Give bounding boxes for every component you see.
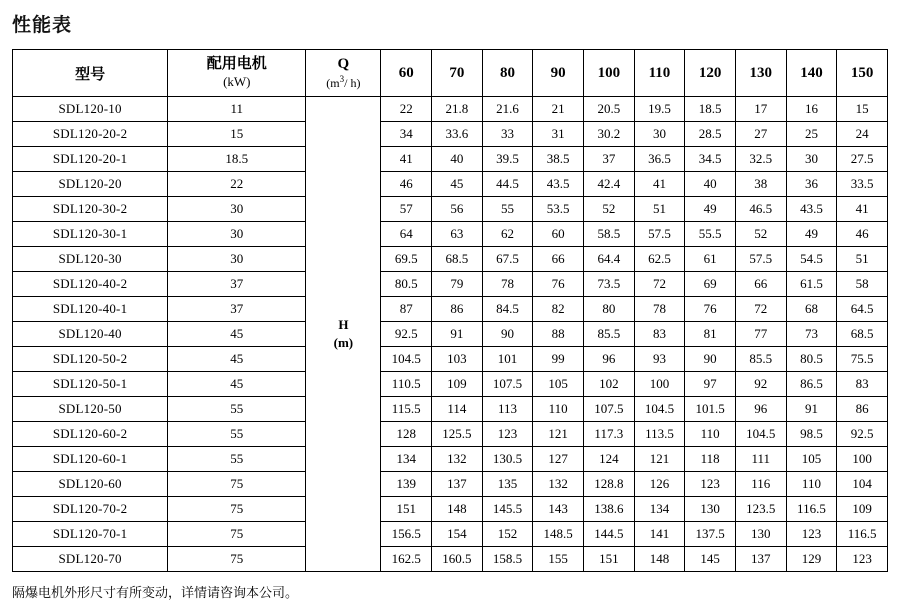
cell-head-value: 162.5 — [381, 547, 432, 572]
cell-head-value: 105 — [786, 447, 837, 472]
cell-motor-power: 30 — [168, 247, 306, 272]
cell-head-value: 93 — [634, 347, 685, 372]
cell-head-value: 91 — [432, 322, 483, 347]
cell-head-value: 78 — [634, 297, 685, 322]
cell-head-value: 110 — [685, 422, 736, 447]
cell-head-value: 43.5 — [533, 172, 584, 197]
cell-head-value: 101 — [482, 347, 533, 372]
cell-model: SDL120-50-1 — [13, 372, 168, 397]
cell-head-value: 123 — [482, 422, 533, 447]
cell-head-value: 139 — [381, 472, 432, 497]
cell-head-value: 113.5 — [634, 422, 685, 447]
cell-head-value: 64.5 — [837, 297, 888, 322]
cell-head-value: 68 — [786, 297, 837, 322]
cell-head-value: 49 — [685, 197, 736, 222]
cell-head-value: 111 — [735, 447, 786, 472]
header-flow-120: 120 — [685, 50, 736, 97]
cell-motor-power: 55 — [168, 447, 306, 472]
table-row — [13, 172, 888, 197]
cell-head-value: 67.5 — [482, 247, 533, 272]
table-row — [13, 522, 888, 547]
cell-head-value: 156.5 — [381, 522, 432, 547]
cell-head-value: 92 — [735, 372, 786, 397]
table-row — [13, 472, 888, 497]
cell-model: SDL120-40-2 — [13, 272, 168, 297]
cell-head-value: 27.5 — [837, 147, 888, 172]
table-row — [13, 97, 888, 122]
cell-model: SDL120-70-2 — [13, 497, 168, 522]
cell-model: SDL120-60-1 — [13, 447, 168, 472]
cell-head-value: 152 — [482, 522, 533, 547]
cell-head-value: 58 — [837, 272, 888, 297]
cell-head-value: 46 — [837, 222, 888, 247]
cell-head-value: 21.8 — [432, 97, 483, 122]
table-row — [13, 197, 888, 222]
cell-head-value: 30 — [786, 147, 837, 172]
cell-head-value: 55.5 — [685, 222, 736, 247]
cell-head-value: 86.5 — [786, 372, 837, 397]
cell-head-value: 90 — [685, 347, 736, 372]
performance-table — [12, 49, 888, 572]
cell-head-value: 56 — [432, 197, 483, 222]
cell-head-value: 64 — [381, 222, 432, 247]
performance-table-container — [12, 49, 888, 572]
cell-head-value: 49 — [786, 222, 837, 247]
cell-head-value: 141 — [634, 522, 685, 547]
cell-motor-power: 75 — [168, 547, 306, 572]
cell-head-value: 30 — [634, 122, 685, 147]
cell-head-value: 126 — [634, 472, 685, 497]
cell-head-value: 54.5 — [786, 247, 837, 272]
cell-head-value: 21 — [533, 97, 584, 122]
cell-head-value: 135 — [482, 472, 533, 497]
cell-head-value: 124 — [583, 447, 634, 472]
cell-model: SDL120-70 — [13, 547, 168, 572]
cell-head-value: 68.5 — [432, 247, 483, 272]
cell-head-value: 69 — [685, 272, 736, 297]
cell-model: SDL120-60-2 — [13, 422, 168, 447]
cell-motor-power: 11 — [168, 97, 306, 122]
cell-head-value: 27 — [735, 122, 786, 147]
cell-head-value: 103 — [432, 347, 483, 372]
cell-head-value: 80 — [583, 297, 634, 322]
cell-head-value: 84.5 — [482, 297, 533, 322]
cell-head-value: 62.5 — [634, 247, 685, 272]
cell-head-value: 145.5 — [482, 497, 533, 522]
cell-head-value: 148 — [432, 497, 483, 522]
cell-model: SDL120-30-2 — [13, 197, 168, 222]
table-row — [13, 397, 888, 422]
cell-head-value: 137.5 — [685, 522, 736, 547]
cell-head-value: 127 — [533, 447, 584, 472]
cell-head-value: 52 — [735, 222, 786, 247]
cell-head-value: 104.5 — [634, 397, 685, 422]
cell-head-value: 90 — [482, 322, 533, 347]
cell-head-value: 148 — [634, 547, 685, 572]
cell-model: SDL120-50 — [13, 397, 168, 422]
cell-head-value: 154 — [432, 522, 483, 547]
cell-head-value: 37 — [583, 147, 634, 172]
cell-head-value: 134 — [634, 497, 685, 522]
cell-head-value: 130 — [685, 497, 736, 522]
cell-head-value: 39.5 — [482, 147, 533, 172]
cell-head-value: 107.5 — [482, 372, 533, 397]
cell-head-value: 109 — [837, 497, 888, 522]
header-flow-110: 110 — [634, 50, 685, 97]
cell-head-value: 86 — [432, 297, 483, 322]
cell-head-value: 53.5 — [533, 197, 584, 222]
cell-head-value: 75.5 — [837, 347, 888, 372]
table-row — [13, 347, 888, 372]
cell-head-value: 62 — [482, 222, 533, 247]
table-row — [13, 422, 888, 447]
cell-head-value: 51 — [837, 247, 888, 272]
cell-motor-power: 37 — [168, 272, 306, 297]
cell-head-value: 41 — [634, 172, 685, 197]
cell-head-value: 41 — [837, 197, 888, 222]
cell-head-value: 57.5 — [634, 222, 685, 247]
cell-head-value: 102 — [583, 372, 634, 397]
cell-head-value: 87 — [381, 297, 432, 322]
cell-head-value: 137 — [735, 547, 786, 572]
header-motor-line1: 配用电机 — [206, 55, 267, 72]
cell-head-value: 158.5 — [482, 547, 533, 572]
cell-head-value: 143 — [533, 497, 584, 522]
cell-head-value: 151 — [381, 497, 432, 522]
cell-head-value: 96 — [583, 347, 634, 372]
cell-head-value: 104.5 — [735, 422, 786, 447]
cell-head-value: 40 — [685, 172, 736, 197]
cell-head-value: 46.5 — [735, 197, 786, 222]
cell-head-value: 45 — [432, 172, 483, 197]
cell-head-value: 22 — [381, 97, 432, 122]
page-title: 性能表 — [12, 15, 73, 36]
header-q-label: Q — [337, 56, 350, 73]
cell-head-value: 101.5 — [685, 397, 736, 422]
cell-head-value: 51 — [634, 197, 685, 222]
cell-head-value: 20.5 — [583, 97, 634, 122]
cell-head-value: 83 — [634, 322, 685, 347]
cell-motor-power: 30 — [168, 222, 306, 247]
cell-head-value: 81 — [685, 322, 736, 347]
cell-head-value: 100 — [837, 447, 888, 472]
cell-motor-power: 15 — [168, 122, 306, 147]
cell-motor-power: 75 — [168, 472, 306, 497]
header-flow-80: 80 — [482, 50, 533, 97]
cell-head-value: 125.5 — [432, 422, 483, 447]
cell-model: SDL120-30-1 — [13, 222, 168, 247]
cell-head-value: 134 — [381, 447, 432, 472]
cell-head-value: 115.5 — [381, 397, 432, 422]
cell-head-value: 17 — [735, 97, 786, 122]
cell-head-value: 19.5 — [634, 97, 685, 122]
cell-head-value: 32.5 — [735, 147, 786, 172]
cell-head-value: 33.6 — [432, 122, 483, 147]
cell-head-value: 92.5 — [381, 322, 432, 347]
cell-head-value: 99 — [533, 347, 584, 372]
header-motor-line2: (kW) — [223, 74, 251, 90]
cell-head-value: 148.5 — [533, 522, 584, 547]
cell-head-value: 41 — [381, 147, 432, 172]
cell-motor-power: 18.5 — [168, 147, 306, 172]
cell-motor-power: 22 — [168, 172, 306, 197]
cell-head-value: 110 — [533, 397, 584, 422]
cell-head-value: 43.5 — [786, 197, 837, 222]
cell-head-value: 132 — [533, 472, 584, 497]
cell-head-value: 76 — [685, 297, 736, 322]
cell-head-value: 85.5 — [583, 322, 634, 347]
table-row — [13, 122, 888, 147]
cell-head-value: 73 — [786, 322, 837, 347]
cell-head-value: 130.5 — [482, 447, 533, 472]
header-flow-130: 130 — [735, 50, 786, 97]
cell-head-value: 61 — [685, 247, 736, 272]
cell-head-value: 82 — [533, 297, 584, 322]
cell-head-value: 121 — [634, 447, 685, 472]
cell-model: SDL120-70-1 — [13, 522, 168, 547]
cell-head-value: 137 — [432, 472, 483, 497]
table-row — [13, 272, 888, 297]
cell-head-value: 40 — [432, 147, 483, 172]
cell-head-value: 68.5 — [837, 322, 888, 347]
cell-head-value: 109 — [432, 372, 483, 397]
cell-model: SDL120-50-2 — [13, 347, 168, 372]
cell-head-value: 117.3 — [583, 422, 634, 447]
cell-head-value: 78 — [482, 272, 533, 297]
cell-model: SDL120-40 — [13, 322, 168, 347]
header-q-unit: ($m^3/$ h) — [326, 73, 361, 90]
cell-head-value: 25 — [786, 122, 837, 147]
cell-head-value: 104 — [837, 472, 888, 497]
cell-head-value: 160.5 — [432, 547, 483, 572]
cell-head-value: 42.4 — [583, 172, 634, 197]
cell-motor-power: 30 — [168, 197, 306, 222]
cell-head-value: 16 — [786, 97, 837, 122]
table-row — [13, 297, 888, 322]
cell-head-value: 64.4 — [583, 247, 634, 272]
table-row — [13, 547, 888, 572]
table-row — [13, 497, 888, 522]
cell-head-value: 72 — [735, 297, 786, 322]
cell-head-value: 18.5 — [685, 97, 736, 122]
cell-head-value: 73.5 — [583, 272, 634, 297]
table-body — [13, 97, 888, 572]
cell-model: SDL120-10 — [13, 97, 168, 122]
cell-head-value: 46 — [381, 172, 432, 197]
cell-motor-power: 55 — [168, 397, 306, 422]
cell-head-value: 63 — [432, 222, 483, 247]
cell-head-value: 80.5 — [381, 272, 432, 297]
cell-head-value: 107.5 — [583, 397, 634, 422]
cell-head-value: 128 — [381, 422, 432, 447]
cell-head-value: 52 — [583, 197, 634, 222]
head-label: H — [338, 317, 349, 333]
cell-head-value: 80.5 — [786, 347, 837, 372]
cell-head-value: 121 — [533, 422, 584, 447]
header-flow-150: 150 — [837, 50, 888, 97]
header-flow-unit — [306, 50, 381, 97]
cell-head-value: 57 — [381, 197, 432, 222]
cell-motor-power: 55 — [168, 422, 306, 447]
cell-head-value: 144.5 — [583, 522, 634, 547]
cell-head-value: 97 — [685, 372, 736, 397]
head-unit: (m) — [333, 335, 354, 350]
cell-head-value: 104.5 — [381, 347, 432, 372]
cell-head-value: 83 — [837, 372, 888, 397]
cell-head-value: 38 — [735, 172, 786, 197]
cell-model: SDL120-60 — [13, 472, 168, 497]
cell-head-value: 118 — [685, 447, 736, 472]
cell-motor-power: 45 — [168, 322, 306, 347]
cell-head-value: 85.5 — [735, 347, 786, 372]
header-flow-70: 70 — [432, 50, 483, 97]
performance-table-page — [0, 10, 900, 600]
cell-head-value: 34.5 — [685, 147, 736, 172]
cell-head-value: 96 — [735, 397, 786, 422]
cell-model: SDL120-20-2 — [13, 122, 168, 147]
cell-head-value: 92.5 — [837, 422, 888, 447]
cell-head-value: 28.5 — [685, 122, 736, 147]
cell-head-value: 44.5 — [482, 172, 533, 197]
cell-head-value: 72 — [634, 272, 685, 297]
cell-head-value: 130 — [735, 522, 786, 547]
cell-head-value: 91 — [786, 397, 837, 422]
cell-head-value: 36.5 — [634, 147, 685, 172]
header-flow-100: 100 — [583, 50, 634, 97]
cell-head-value: 69.5 — [381, 247, 432, 272]
cell-head-value: 24 — [837, 122, 888, 147]
cell-head-value: 151 — [583, 547, 634, 572]
cell-head-value: 57.5 — [735, 247, 786, 272]
header-motor — [168, 50, 306, 97]
cell-head-value: 129 — [786, 547, 837, 572]
cell-head-value: 60 — [533, 222, 584, 247]
table-header-row — [13, 50, 888, 97]
cell-model: SDL120-30 — [13, 247, 168, 272]
cell-motor-power: 45 — [168, 372, 306, 397]
cell-head-value: 21.6 — [482, 97, 533, 122]
cell-head-value: 98.5 — [786, 422, 837, 447]
cell-head-value: 116.5 — [786, 497, 837, 522]
cell-head-value: 33.5 — [837, 172, 888, 197]
cell-head-value: 86 — [837, 397, 888, 422]
cell-model: SDL120-20 — [13, 172, 168, 197]
table-header — [13, 50, 888, 97]
cell-head-value: 79 — [432, 272, 483, 297]
cell-head-value: 34 — [381, 122, 432, 147]
cell-head-value: 123.5 — [735, 497, 786, 522]
cell-head-value: 113 — [482, 397, 533, 422]
cell-motor-power: 75 — [168, 522, 306, 547]
cell-model: SDL120-20-1 — [13, 147, 168, 172]
table-row — [13, 222, 888, 247]
table-row — [13, 372, 888, 397]
table-row — [13, 322, 888, 347]
cell-head-value: 132 — [432, 447, 483, 472]
cell-head-value: 36 — [786, 172, 837, 197]
cell-head-value: 145 — [685, 547, 736, 572]
cell-head-value: 116.5 — [837, 522, 888, 547]
cell-head-value: 105 — [533, 372, 584, 397]
header-flow-60: 60 — [381, 50, 432, 97]
cell-head-value: 123 — [837, 547, 888, 572]
cell-head-value: 114 — [432, 397, 483, 422]
cell-head-value: 76 — [533, 272, 584, 297]
cell-head-value: 77 — [735, 322, 786, 347]
cell-head-value: 33 — [482, 122, 533, 147]
cell-head-value: 123 — [786, 522, 837, 547]
cell-head-value: 116 — [735, 472, 786, 497]
table-row — [13, 247, 888, 272]
cell-head-value: 66 — [533, 247, 584, 272]
cell-head-value: 30.2 — [583, 122, 634, 147]
cell-motor-power: 37 — [168, 297, 306, 322]
header-flow-140: 140 — [786, 50, 837, 97]
cell-head-value: 58.5 — [583, 222, 634, 247]
cell-head-value: 38.5 — [533, 147, 584, 172]
cell-head-value: 128.8 — [583, 472, 634, 497]
cell-head-value: 155 — [533, 547, 584, 572]
header-model: 型号 — [13, 50, 168, 97]
footnote: 隔爆电机外形尺寸有所变动，详情请咨询本公司。 — [12, 585, 299, 600]
header-flow-90: 90 — [533, 50, 584, 97]
cell-head-value: 55 — [482, 197, 533, 222]
cell-motor-power: 45 — [168, 347, 306, 372]
cell-head-value: 110.5 — [381, 372, 432, 397]
cell-head-value: 110 — [786, 472, 837, 497]
cell-head-value: 138.6 — [583, 497, 634, 522]
cell-head-value: 15 — [837, 97, 888, 122]
cell-head-value: 66 — [735, 272, 786, 297]
cell-head-value: 88 — [533, 322, 584, 347]
cell-head-value: 31 — [533, 122, 584, 147]
cell-head-unit — [306, 97, 381, 572]
cell-model: SDL120-40-1 — [13, 297, 168, 322]
cell-head-value: 61.5 — [786, 272, 837, 297]
table-row — [13, 447, 888, 472]
table-row — [13, 147, 888, 172]
cell-head-value: 100 — [634, 372, 685, 397]
cell-head-value: 123 — [685, 472, 736, 497]
cell-motor-power: 75 — [168, 497, 306, 522]
